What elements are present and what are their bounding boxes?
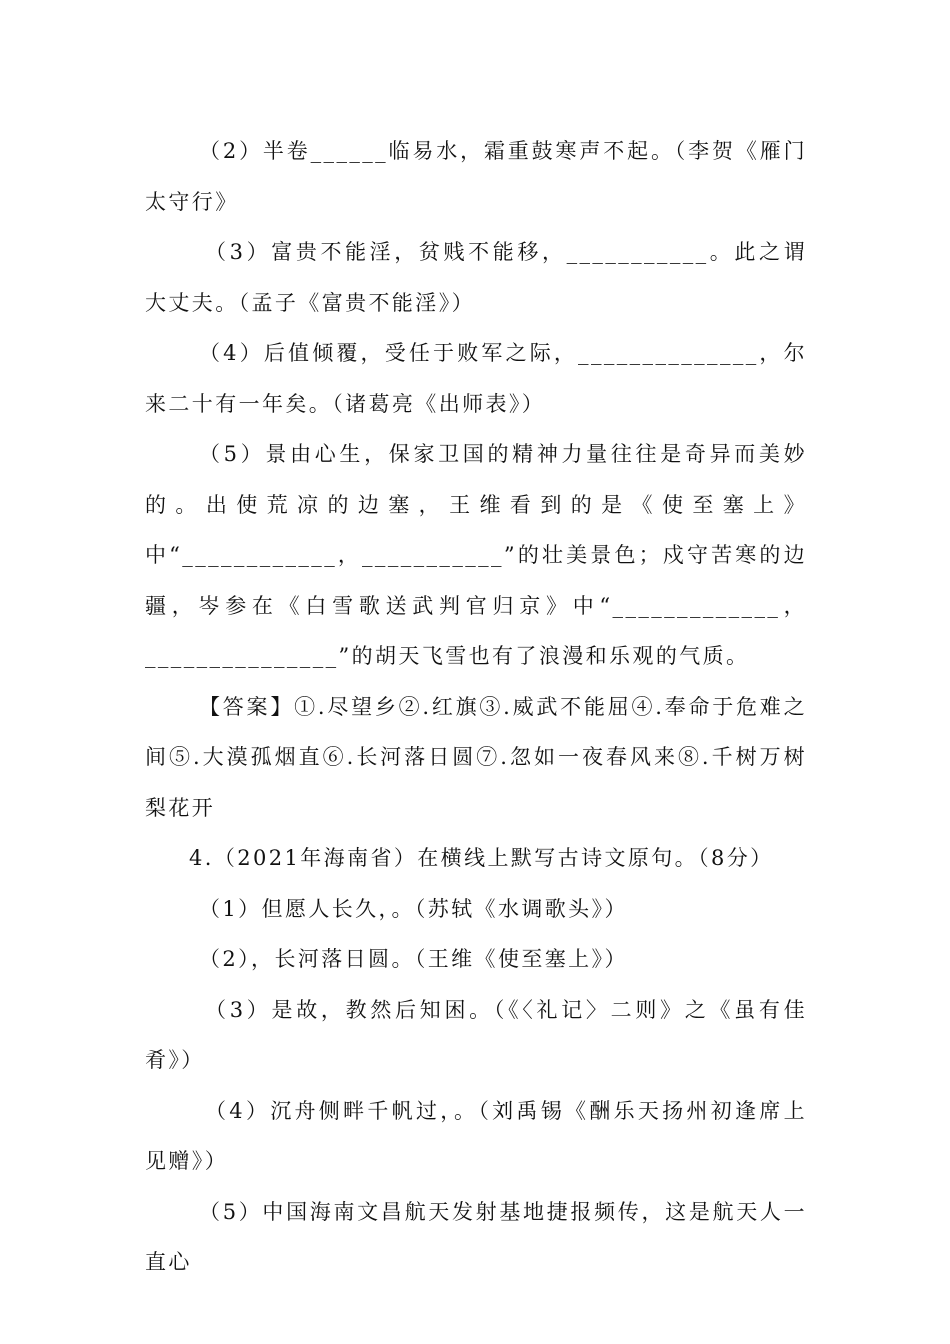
question-item-4-3: （3）是故，教然后知困。（《〈礼记〉二则》之《虽有佳肴》） bbox=[145, 997, 807, 1072]
answer-text: ①.尽望乡②.红旗③.威武不能屈④.奉命于危难之间⑤.大漠孤烟直⑥.长河落日圆⑦.忽如一夜春风来⑧.千树万树梨花开 bbox=[145, 694, 807, 820]
question-item-4-4: （4）沉舟侧畔千帆过，。（刘禹锡《酬乐天扬州初逢席上见赠》） bbox=[145, 1098, 807, 1173]
question-4-heading: 4.（2021年海南省）在横线上默写古诗文原句。（8分） bbox=[189, 846, 774, 870]
question-item-3-5: （5）景由心生，保家卫国的精神力量往往是奇异而美妙的。出使荒凉的边塞，王维看到的是《使至塞上》中“____________，___________”的壮美景色；戍守苦寒的边疆，岑参在《白雪歌送武判官归京》中“_____________，_______________”的胡天飞雪也有了浪漫和乐观的气质。 bbox=[145, 442, 807, 668]
question-item-4-2: （2），长河落日圆。（王维《使至塞上》） bbox=[199, 947, 628, 971]
question-item-4-1: （1）但愿人长久，。（苏轼《水调歌头》） bbox=[199, 896, 628, 921]
answer-block bbox=[145, 682, 807, 834]
question-item-4-5: （5）中国海南文昌航天发射基地捷报频传，这是航天人一直心 bbox=[145, 1199, 807, 1274]
question-item-3-3: （3）富贵不能淫，贫贱不能移，___________。此之谓大丈夫。（孟子《富贵不能淫》） bbox=[145, 240, 807, 315]
answer-label: 【答案】 bbox=[199, 694, 295, 719]
question-item-3-4: （4）后值倾覆，受任于败军之际，______________，尔来二十有一年矣。（诸葛亮《出师表》） bbox=[145, 341, 807, 416]
document-page bbox=[145, 126, 807, 1288]
question-item-3-2: （2）半卷______临易水，霜重鼓寒声不起。（李贺《雁门太守行》 bbox=[145, 139, 807, 214]
